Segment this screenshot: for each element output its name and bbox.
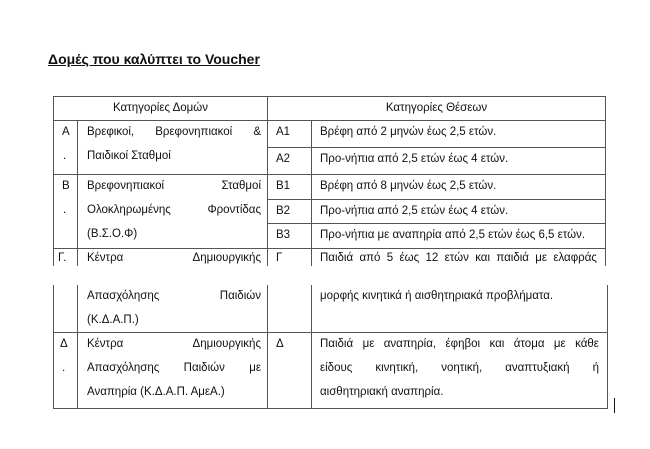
table-border <box>53 285 54 409</box>
word: με <box>362 338 375 350</box>
row-d-desc <box>320 332 599 356</box>
word: Κέντρα <box>87 338 124 350</box>
position-code-a2: Α2 <box>276 153 291 165</box>
position-desc-a1: Βρέφη από 2 μηνών έως 2,5 ετών. <box>320 126 497 138</box>
table-border <box>53 408 608 409</box>
word: Δημιουργικής <box>192 252 261 264</box>
word: Φροντίδας <box>207 204 261 216</box>
row-c-structure-line3: (Κ.Δ.Α.Π.) <box>87 314 139 326</box>
word: νοητική, <box>441 362 483 374</box>
word: Δημιουργικής <box>192 338 261 350</box>
row-a-structure <box>87 120 261 144</box>
text-cursor <box>614 398 615 413</box>
row-b-structure-line2 <box>87 198 261 222</box>
word: Βρεφικοί, <box>87 126 135 138</box>
word: ετών <box>444 252 469 264</box>
row-d-structure-line3: Αναπηρία (Κ.Δ.Α.Π. ΑμεΑ.) <box>87 386 225 398</box>
word: Παιδιά <box>320 338 354 350</box>
position-code-b1: Β1 <box>276 180 291 192</box>
table-border <box>311 120 312 266</box>
position-desc-b3: Προ-νήπια με αναπηρία από 2,5 ετών έως 6,5 ετών. <box>320 229 586 241</box>
position-desc-b2: Προ-νήπια από 2,5 ετών έως 4 ετών. <box>320 205 509 217</box>
word: έως <box>399 252 420 264</box>
row-c-clip <box>54 249 606 266</box>
word: έφηβοι <box>445 338 481 350</box>
word: 12 <box>425 252 439 264</box>
header-structure-categories: Κατηγορίες Δομών <box>112 102 209 114</box>
table-border <box>267 285 268 409</box>
row-d-dot: . <box>62 362 66 374</box>
word: είδους <box>320 362 353 374</box>
word: Σταθμοί <box>221 180 261 192</box>
row-c-structure-line2 <box>87 284 261 308</box>
word: με <box>535 252 548 264</box>
word: άτομα <box>513 338 545 350</box>
word: Απασχόλησης <box>87 362 160 374</box>
word: & <box>253 126 261 138</box>
word: Παιδιών <box>183 362 225 374</box>
document-title: Δομές που καλύπτει το Voucher <box>48 51 260 67</box>
row-b-structure <box>87 174 261 198</box>
word: αναπτυξιακή <box>505 362 570 374</box>
word: κάθε <box>575 338 599 350</box>
word: Ολοκληρωμένης <box>87 204 171 216</box>
position-desc-a2: Προ-νήπια από 2,5 ετών έως 4 ετών. <box>320 153 509 165</box>
position-code-b3: Β3 <box>276 229 291 241</box>
word: Παιδιών <box>219 290 261 302</box>
row-c-desc <box>320 249 597 266</box>
row-b-structure-line3: (Β.Σ.Ο.Φ) <box>87 228 138 240</box>
row-a-structure-line2: Παιδικοί Σταθμοί <box>87 150 171 162</box>
word: ή <box>592 362 599 374</box>
table-border <box>267 96 268 266</box>
position-desc-b1: Βρέφη από 8 μηνών έως 2,5 ετών. <box>320 180 497 192</box>
word: Κέντρα <box>87 252 124 264</box>
word: και <box>489 338 505 350</box>
word: Βρεφονηπιακοί <box>155 126 233 138</box>
row-d-desc-line3: αισθητηριακή αναπηρία. <box>320 386 444 398</box>
table-border <box>77 120 78 266</box>
word: Παιδιά <box>320 252 354 264</box>
word: με <box>249 362 261 374</box>
row-b-letter: Β <box>62 180 70 192</box>
header-position-categories: Κατηγορίες Θέσεων <box>385 102 488 114</box>
word: παιδιά <box>496 252 529 264</box>
word: Απασχόλησης <box>87 290 160 302</box>
word: Βρεφονηπιακοί <box>87 180 165 192</box>
word: κινητική, <box>375 362 419 374</box>
row-c-letter: Γ. <box>58 252 67 264</box>
row-d-letter: Δ <box>60 338 68 350</box>
row-c-desc-line2: μορφής κινητικά ή αισθητηριακά προβλήματα. <box>320 290 554 302</box>
row-b-dot: . <box>63 204 67 216</box>
table-border <box>607 285 608 409</box>
row-a-dot: . <box>63 150 67 162</box>
table-border <box>605 96 606 266</box>
row-c-code: Γ <box>276 252 283 264</box>
word: ελαφράς <box>553 252 597 264</box>
word: αναπηρία, <box>383 338 437 350</box>
row-d-structure-line2 <box>87 356 261 380</box>
position-code-b2: Β2 <box>276 205 291 217</box>
row-a-letter: Α <box>62 126 70 138</box>
row-d-structure <box>87 332 261 356</box>
position-code-a1: Α1 <box>276 126 291 138</box>
word: 5 <box>386 252 394 264</box>
word: με <box>553 338 566 350</box>
word: και <box>475 252 491 264</box>
row-d-desc-line2 <box>320 356 599 380</box>
table-border <box>77 285 78 409</box>
table-border <box>311 285 312 409</box>
table-border <box>53 96 54 266</box>
row-c-structure <box>87 249 261 266</box>
row-d-code: Δ <box>276 338 284 350</box>
word: από <box>359 252 381 264</box>
